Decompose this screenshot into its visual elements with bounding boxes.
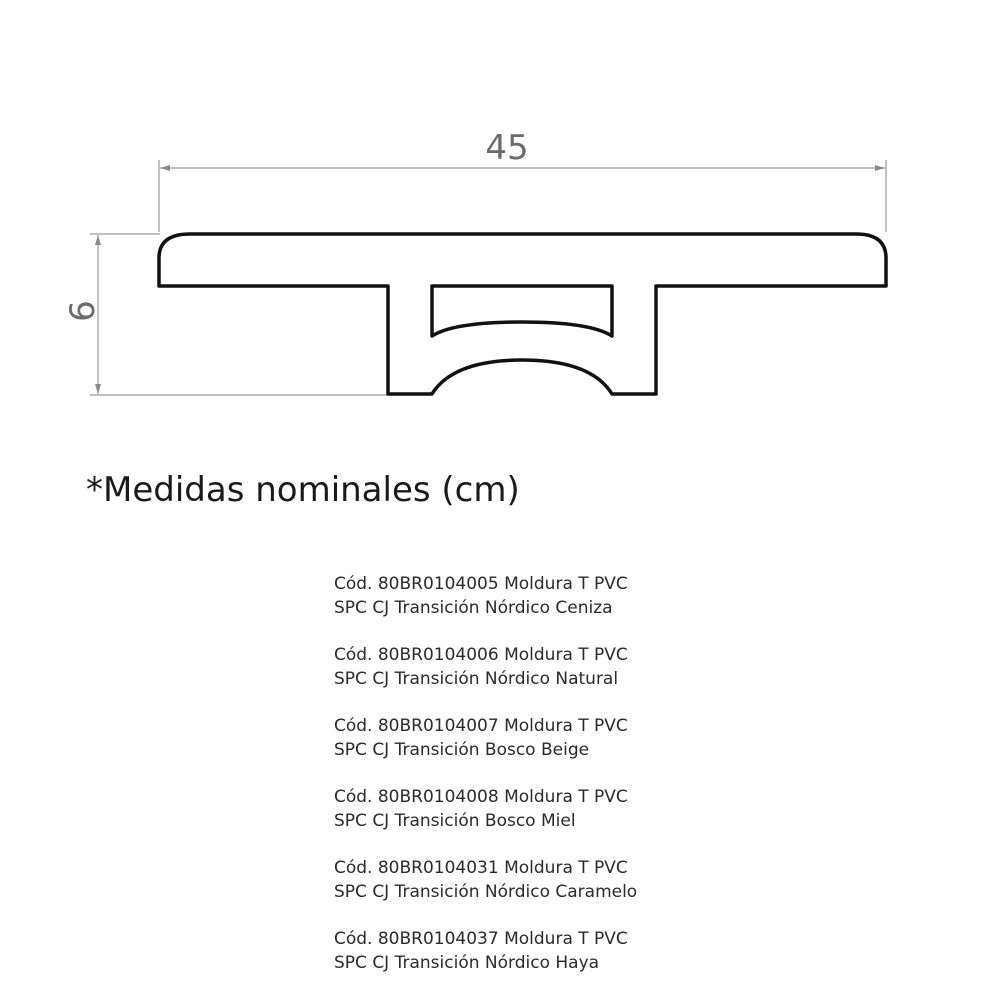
t-profile-inner-channel (432, 286, 612, 336)
product-item (334, 856, 974, 904)
nominal-measures-note: *Medidas nominales (cm) (86, 470, 520, 510)
product-description-line: SPC CJ Transición Bosco Beige (334, 740, 590, 760)
product-item (334, 927, 974, 975)
product-item (334, 785, 974, 833)
width-dimension (159, 128, 886, 232)
product-description-line: SPC CJ Transición Bosco Miel (334, 811, 576, 831)
product-item (334, 572, 974, 620)
height-dimension (63, 234, 390, 395)
t-molding-profile-drawing (0, 0, 1000, 440)
product-code-line: Cód. 80BR0104037 Moldura T PVC (334, 929, 628, 949)
height-label: 6 (63, 300, 103, 322)
product-code-line: Cód. 80BR0104031 Moldura T PVC (334, 858, 628, 878)
product-code-line: Cód. 80BR0104007 Moldura T PVC (334, 716, 628, 736)
product-item (334, 643, 974, 691)
product-list (334, 572, 974, 998)
product-code-line: Cód. 80BR0104008 Moldura T PVC (334, 787, 628, 807)
width-label: 45 (485, 128, 529, 168)
product-code-line: Cód. 80BR0104006 Moldura T PVC (334, 645, 628, 665)
product-description-line: SPC CJ Transición Nórdico Haya (334, 953, 600, 973)
t-profile-outline (159, 234, 886, 394)
product-description-line: SPC CJ Transición Nórdico Caramelo (334, 882, 638, 902)
product-description-line: SPC CJ Transición Nórdico Ceniza (334, 598, 613, 618)
product-code-line: Cód. 80BR0104005 Moldura T PVC (334, 574, 628, 594)
product-description-line: SPC CJ Transición Nórdico Natural (334, 669, 619, 689)
product-item (334, 714, 974, 762)
